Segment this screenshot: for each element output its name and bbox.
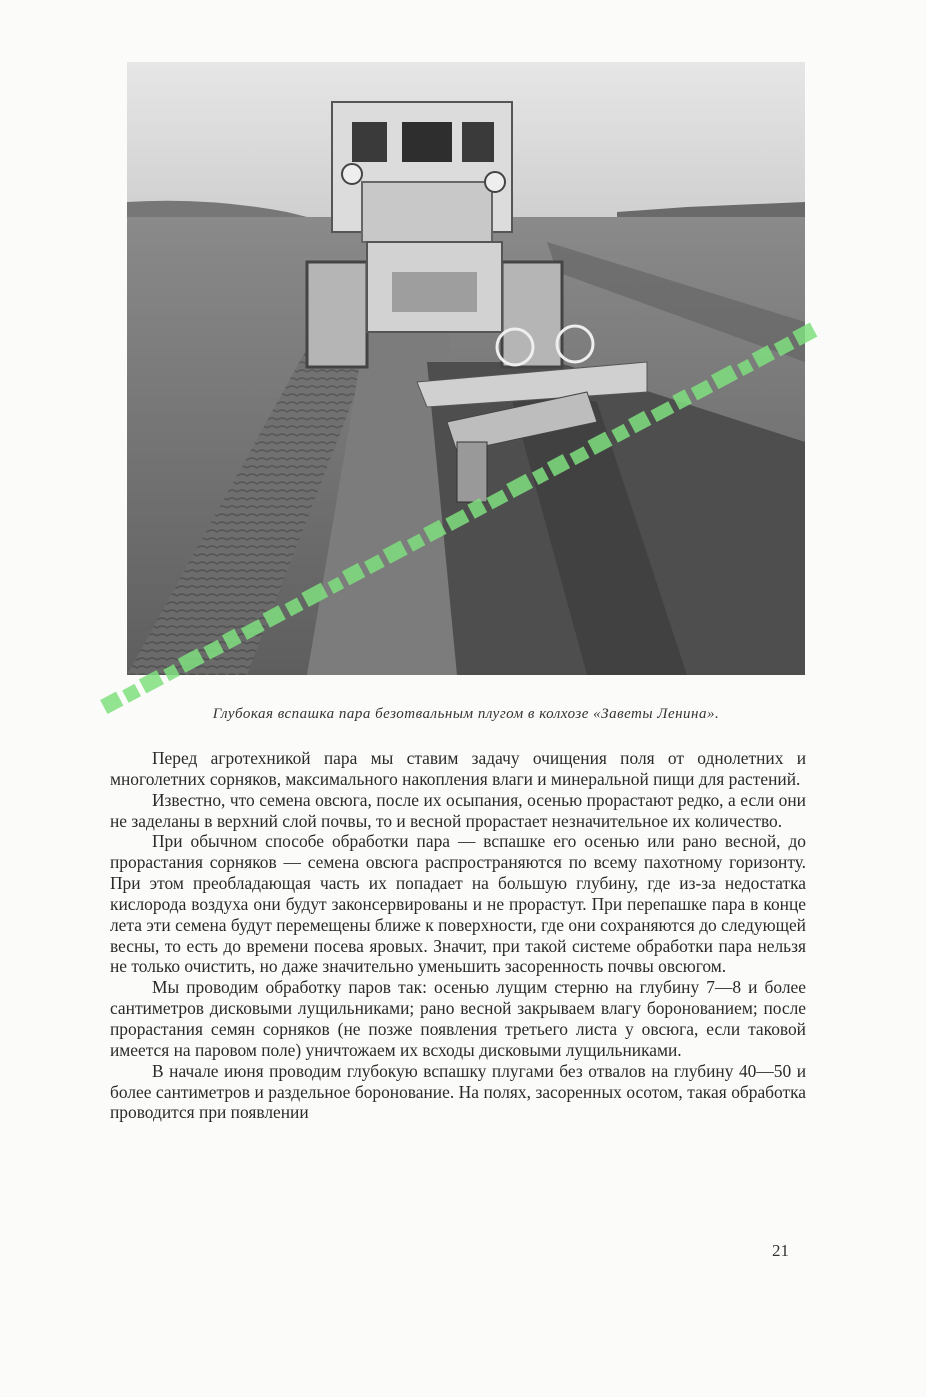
page-number: 21 bbox=[772, 1241, 789, 1260]
paragraph-4: Мы проводим обработку паров так: осенью лущим стерню на глубину 7—8 и более сантиметров дисковыми лущильниками; рано весной закрываем влагу боронованием; после прорастания семян сорняков (не позже появления третьего листа у овсюга, если таковой имеется на паровом поле) уничтожаем их всходы дисковыми лущильниками. bbox=[110, 977, 806, 1060]
paragraph-2: Известно, что семена овсюга, после их осыпания, осенью прорастают редко, а если они не заделаны в верхний слой почвы, то и весной прорастает незначительное их количество. bbox=[110, 789, 806, 831]
paragraph-1: Перед агротехникой пара мы ставим задачу очищения поля от однолетних и многолетних сорняков, максимального накопления влаги и минеральной пищи для растений. bbox=[110, 748, 806, 789]
photo-caption: Глубокая вспашка пара безотвальным плугом в колхозе «Заветы Ленина». bbox=[212, 706, 720, 722]
photo-illustration bbox=[127, 62, 805, 675]
paragraph-5: В начале июня проводим глубокую вспашку плугами без отвалов на глубину 40—50 и более сантиметров и раздельное боронование. На полях, засоренных осотом, такая обработка проводится при появлении bbox=[110, 1060, 806, 1123]
article-body bbox=[110, 748, 806, 1123]
paragraph-3: При обычном способе обработки пара — вспашке его осенью или рано весной, до прорастания сорняков — семена овсюга распространяются по всему пахотному горизонту. При этом преобладающая часть их попадает на большую глубину, где из-за недостатка кислорода воздуха они будут законсервированы и не прорастут. При перепашке пара в конце лета эти семена будут перемещены ближе к поверхности, где они сохраняются до следующей весны, то есть до времени посева яровых. Значит, при такой системе обработки пара нельзя не только очистить, но даже значительно уменьшить засоренность почвы овсюгом. bbox=[110, 831, 806, 977]
tractor-plowing-photo bbox=[127, 62, 805, 675]
